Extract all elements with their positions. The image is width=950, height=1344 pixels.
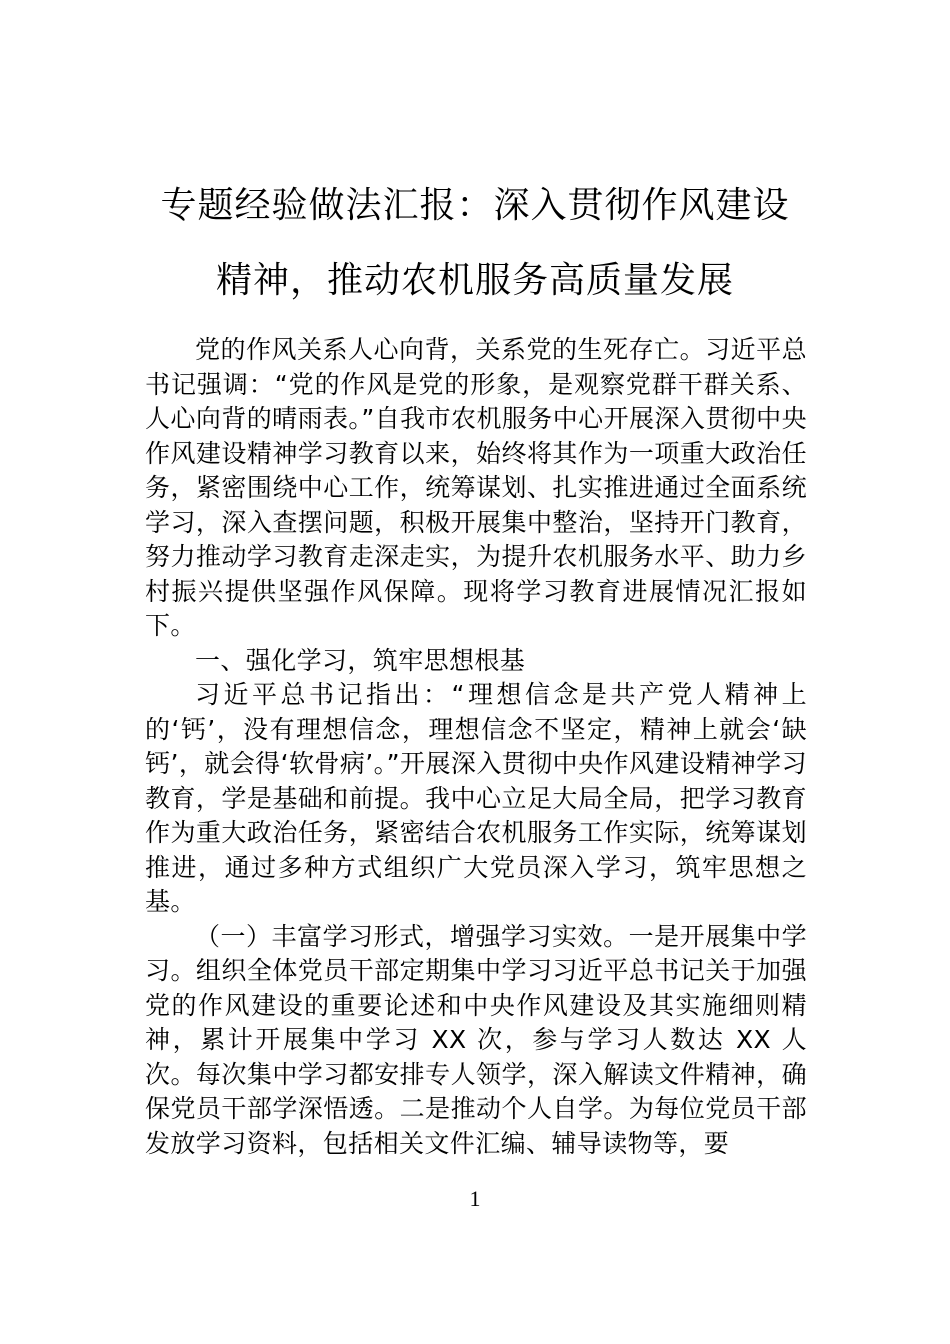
section-paragraph: 习近平总书记指出：“理想信念是共产党人精神上的‘钙’，没有理想信念，理想信念不坚定，精神上就会‘缺钙’，就会得‘软骨病’。”开展深入贯彻中央作风建设精神学习教育，学是基础和前提。我中心立足大局全局，把学习教育作为重大政治任务，紧密结合农机服务工作实际，统筹谋划推进，通过多种方式组织广大党员深入学习，筑牢思想之基。 [145,680,807,916]
page-number: 1 [469,1186,481,1211]
intro-paragraph: 党的作风关系人心向背，关系党的生死存亡。习近平总书记强调：“党的作风是党的形象，是观察党群干群关系、人心向背的晴雨表。”自我市农机服务中心开展深入贯彻中央作风建设精神学习教育以来，始终将其作为一项重大政治任务，紧密围绕中心工作，统筹谋划、扎实推进通过全面系统学习，深入查摆问题，积极开展集中整治，坚持开门教育，努力推动学习教育走深走实，为提升农机服务水平、助力乡村振兴提供坚强作风保障。现将学习教育进展情况汇报如下。 [145,335,807,640]
document-body [145,333,807,1161]
document-title: 专题经验做法汇报：深入贯彻作风建设精神，推动农机服务高质量发展 [160,185,790,301]
section-heading: 一、强化学习，筑牢思想根基 [195,645,526,675]
subsection-paragraph: （一）丰富学习形式，增强学习实效。一是开展集中学习。组织全体党员干部定期集中学习习近平总书记关于加强党的作风建设的重要论述和中央作风建设及其实施细则精神，累计开展集中学习 XX 次，参与学习人数达 XX 人次。每次集中学习都安排专人领学，深入解读文件精神，确保党员干部学深悟透。二是推动个人自学。为每位党员干部发放学习资料，包括相关文件汇编、辅导读物等，要 [145,921,807,1158]
